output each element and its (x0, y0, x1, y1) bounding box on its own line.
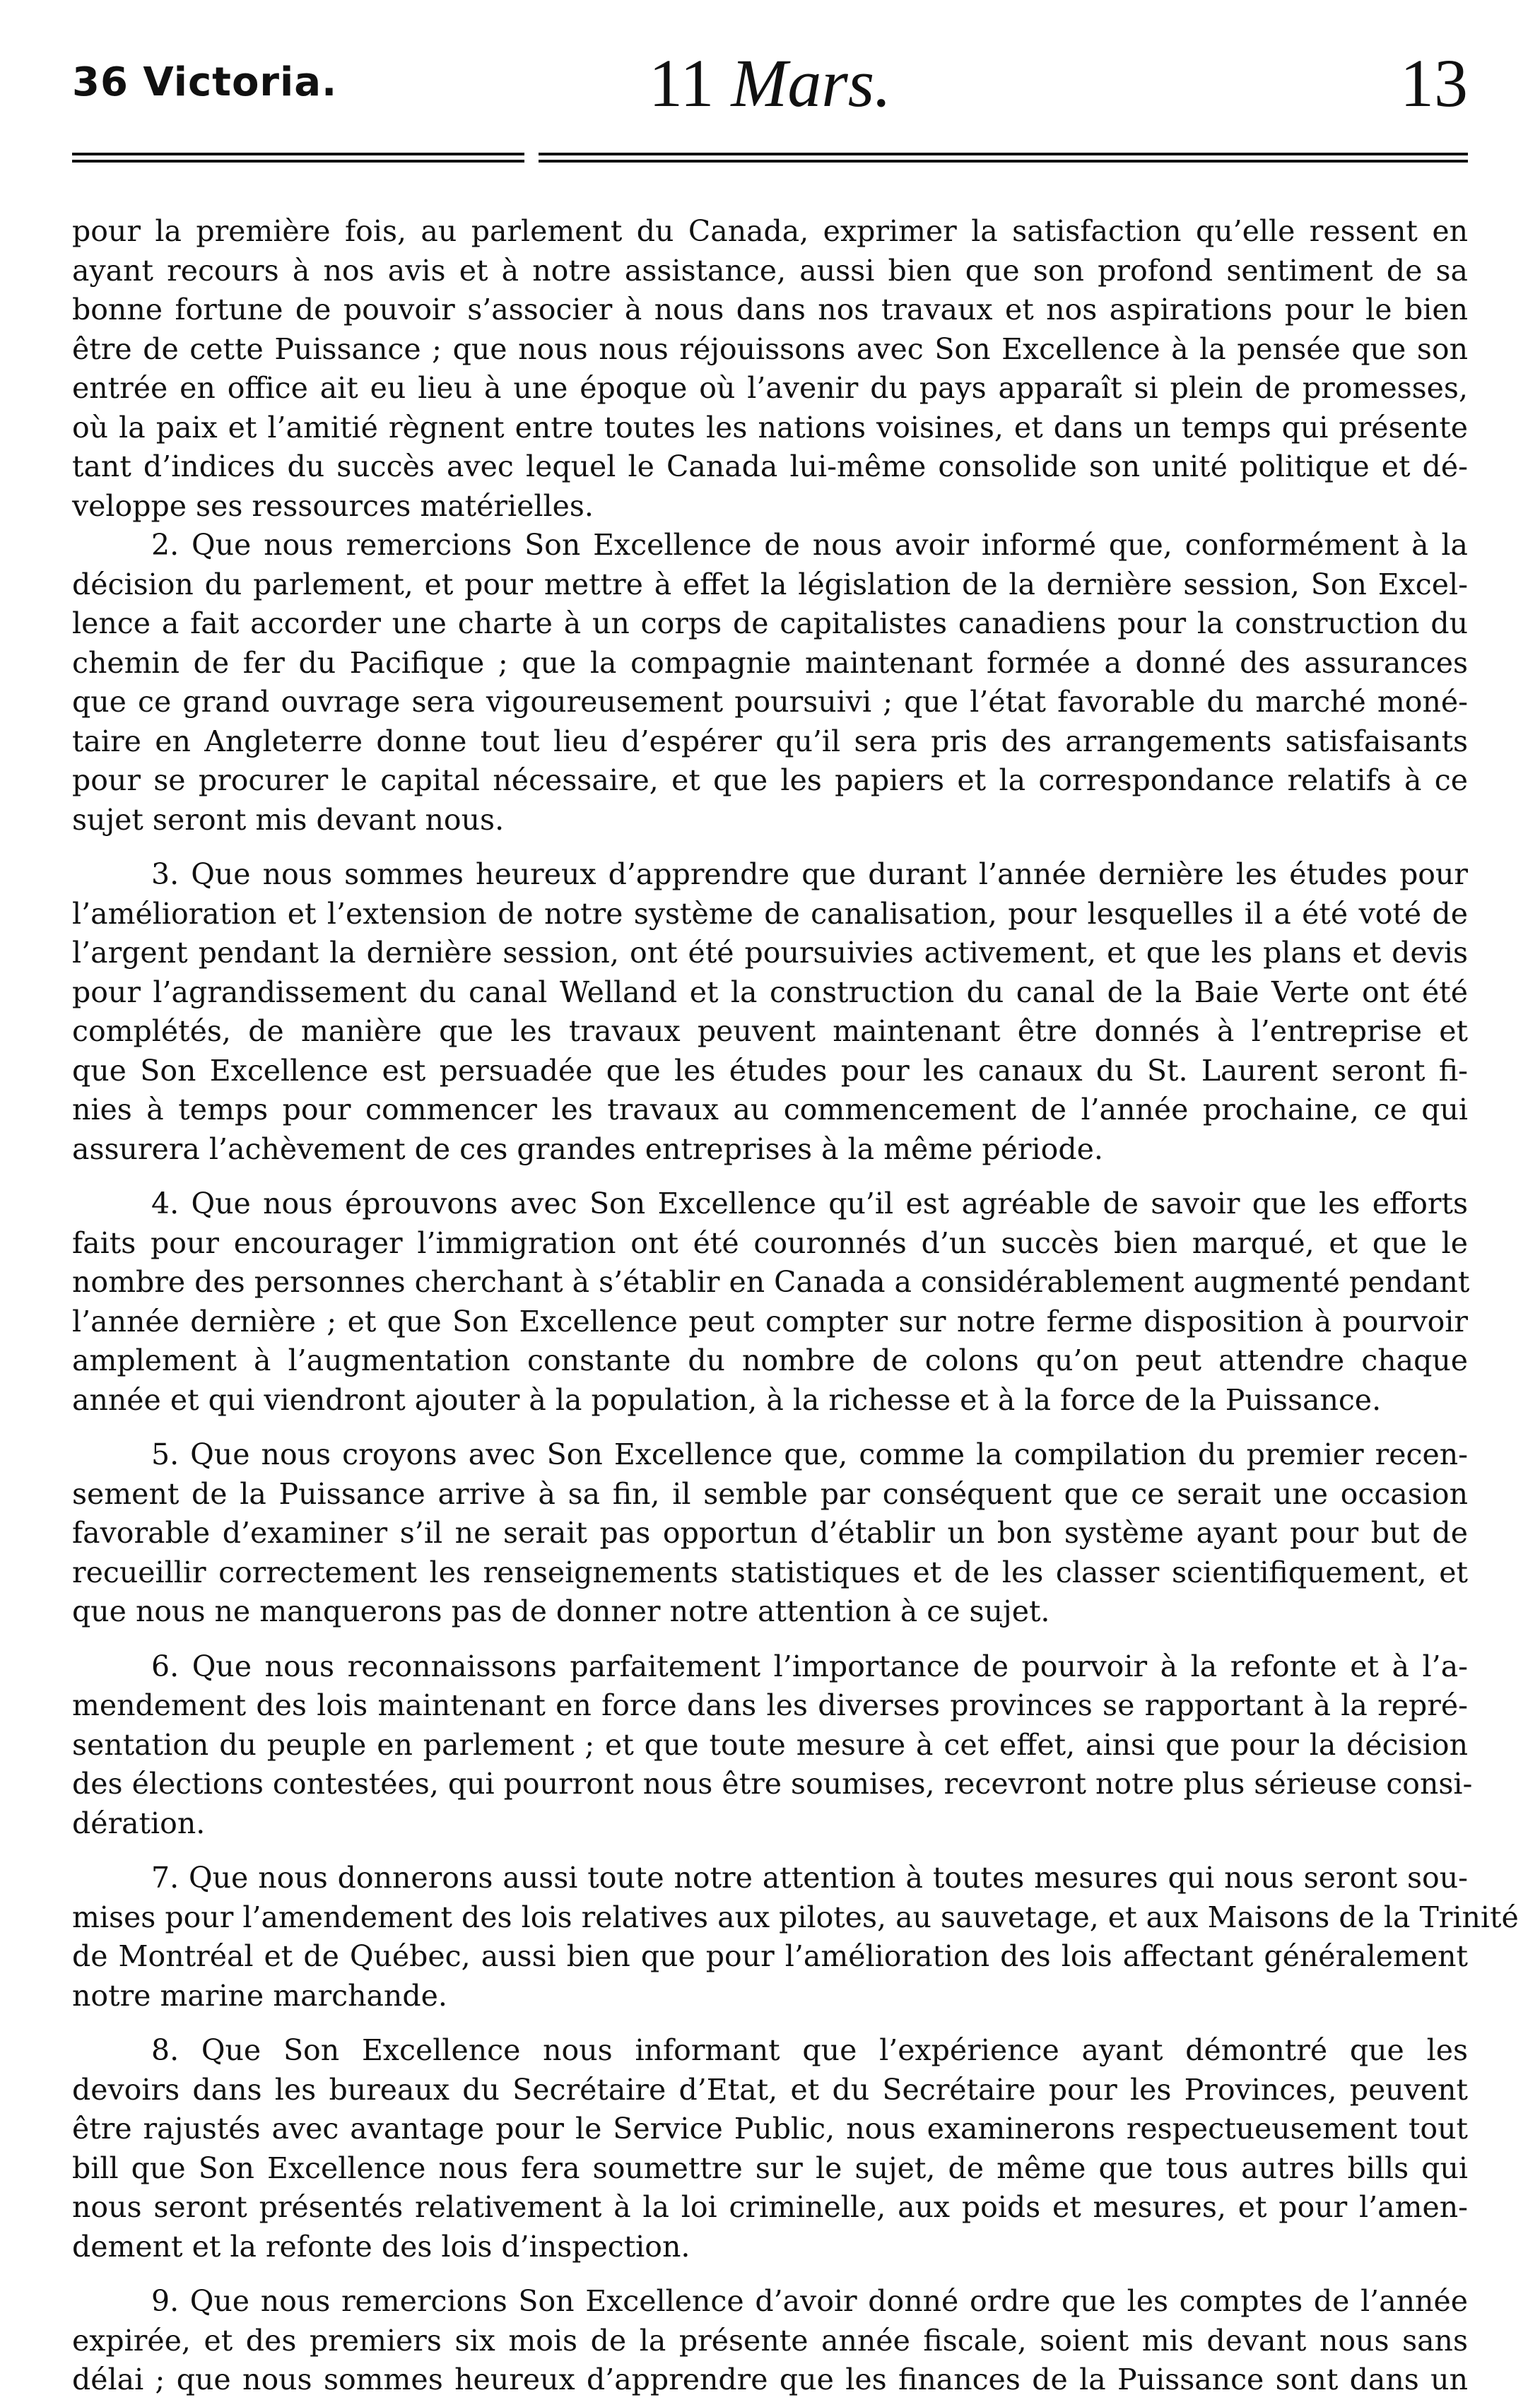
paragraph (72, 2031, 1468, 2266)
text-line: 3. Que nous sommes heureux d’apprendre que durant l’année dernière les études pour (151, 857, 1468, 891)
text-line: l’année dernière ; et que Son Excellence peut compter sur notre ferme disposition à pourvoir (72, 1304, 1468, 1339)
text-line: 2. Que nous remercions Son Excellence de nous avoir informé que, conformément à la (151, 528, 1468, 562)
text-line: tant d’indices du succès avec lequel le Canada lui-même consolide son unité politique et dé- (72, 449, 1468, 483)
paragraph-gap (72, 1843, 1468, 1859)
text-line: pour la première fois, au parlement du Canada, exprimer la satisfaction qu’elle ressent en (72, 214, 1468, 248)
text-line: 6. Que nous reconnaissons parfaitement l’importance de pourvoir à la refonte et à l’a- (151, 1649, 1468, 1683)
paragraph-gap (72, 1420, 1468, 1435)
text-line: dement et la refonte des lois d’inspection. (72, 2229, 690, 2264)
text-line: sement de la Puissance arrive à sa fin, il semble par conséquent que ce serait une occasion (72, 1476, 1468, 1511)
rule-left-top (72, 153, 524, 155)
body-text (72, 212, 1519, 2400)
paragraph-gap (72, 2266, 1468, 2282)
text-line: où la paix et l’amitié règnent entre toutes les nations voisines, et dans un temps qui présente (72, 410, 1468, 445)
text-line: décision du parlement, et pour mettre à effet la législation de la dernière session, Son Excel- (72, 567, 1468, 601)
page-number: 13 (1400, 45, 1468, 121)
text-line: des élections contestées, qui pourront nous être soumises, recevront notre plus sérieuse consi- (72, 1767, 1473, 1801)
text-line: devoirs dans les bureaux du Secrétaire d’Etat, et du Secrétaire pour les Provinces, peuvent (72, 2072, 1468, 2107)
text-line: assurera l’achèvement de ces grandes entreprises à la même période. (72, 1131, 1103, 1166)
header-double-rule (72, 153, 1468, 174)
text-line: favorable d’examiner s’il ne serait pas opportun d’établir un bon système ayant pour but de (72, 1516, 1468, 1550)
paragraph (72, 1435, 1468, 1632)
text-line: bill que Son Excellence nous fera soumettre sur le sujet, de même que tous autres bills qui (72, 2151, 1468, 2185)
running-header (72, 44, 1468, 122)
document-page (72, 0, 1519, 2396)
text-line: ayant recours à nos avis et à notre assistance, aussi bien que son profond sentiment de sa (72, 253, 1468, 288)
text-line: pour l’agrandissement du canal Welland et la construction du canal de la Baie Verte ont été (72, 975, 1468, 1009)
text-line: dération. (72, 1806, 206, 1840)
paragraph (72, 212, 1468, 526)
text-line: délai ; que nous sommes heureux d’apprendre que les finances de la Puissance sont dans un (72, 2363, 1468, 2396)
text-line: sujet seront mis devant nous. (72, 802, 505, 837)
text-line: l’argent pendant la dernière session, ont été poursuivies activement, et que les plans et devis (72, 936, 1468, 970)
paragraph (72, 2282, 1468, 2400)
text-line: lence a fait accorder une charte à un corps de capitalistes canadiens pour la construction du (72, 606, 1468, 640)
text-line: que nous ne manquerons pas de donner notre attention à ce sujet. (72, 1594, 1050, 1628)
text-line: que Son Excellence est persuadée que les études pour les canaux du St. Laurent seront fi- (72, 1053, 1468, 1088)
paragraph (72, 526, 1468, 840)
header-date (72, 44, 1468, 122)
paragraph (72, 1184, 1468, 1420)
paragraph-gap (72, 1169, 1468, 1184)
text-line: 4. Que nous éprouvons avec Son Excellence qu’il est agréable de savoir que les efforts (151, 1187, 1468, 1220)
text-line: pour se procurer le capital nécessaire, et que les papiers et la correspondance relatifs à ce (72, 763, 1468, 797)
rule-right-top (539, 153, 1468, 155)
rule-left-bottom (72, 160, 524, 163)
text-line: recueillir correctement les renseignements statistiques et de les classer scientifiquement, et (72, 1555, 1468, 1589)
text-line: 9. Que nous remercions Son Excellence d’avoir donné ordre que les comptes de l’année (151, 2284, 1468, 2318)
text-line: l’amélioration et l’extension de notre système de canalisation, pour lesquelles il a été voté de (72, 896, 1468, 931)
paragraph-gap (72, 1632, 1468, 1647)
paragraph-gap (72, 840, 1468, 855)
rule-right-bottom (539, 160, 1468, 163)
text-line: mises pour l’amendement des lois relatives aux pilotes, au sauvetage, et aux Maisons de la Trinité (72, 1900, 1519, 1934)
text-line: bonne fortune de pouvoir s’associer à nous dans nos travaux et nos aspirations pour le bien (72, 293, 1468, 327)
text-line: 7. Que nous donnerons aussi toute notre attention à toutes mesures qui nous seront sou- (151, 1861, 1468, 1895)
paragraph (72, 855, 1468, 1169)
text-line: année et qui viendront ajouter à la population, à la richesse et à la force de la Puissance. (72, 1382, 1382, 1417)
text-line: sentation du peuple en parlement ; et que toute mesure à cet effet, ainsi que pour la décision (72, 1727, 1468, 1762)
text-line: mendement des lois maintenant en force dans les diverses provinces se rapportant à la repré- (72, 1688, 1468, 1722)
header-day: 11 (648, 45, 715, 121)
text-line: 5. Que nous croyons avec Son Excellence que, comme la compilation du premier recen- (151, 1437, 1468, 1471)
text-line: être rajustés avec avantage pour le Service Public, nous examinerons respectueusement tout (72, 2112, 1468, 2146)
text-line: nombre des personnes cherchant à s’établir en Canada a considérablement augmenté pendant (72, 1265, 1470, 1299)
paragraph (72, 1647, 1473, 1844)
text-line: expirée, et des premiers six mois de la présente année fiscale, soient mis devant nous sans (72, 2323, 1468, 2358)
paragraph-gap (72, 2016, 1468, 2031)
text-line: entrée en office ait eu lieu à une époque où l’avenir du pays apparaît si plein de promesses, (72, 371, 1468, 405)
text-line: complétés, de manière que les travaux peuvent maintenant être donnés à l’entreprise et (72, 1014, 1468, 1048)
text-line: veloppe ses ressources matérielles. (72, 488, 594, 523)
header-regnal-year: 36 Victoria. (72, 59, 338, 105)
text-line: que ce grand ouvrage sera vigoureusement poursuivi ; que l’état favorable du marché moné- (72, 685, 1468, 719)
paragraph (72, 1859, 1519, 2016)
text-line: amplement à l’augmentation constante du nombre de colons qu’on peut attendre chaque (72, 1343, 1468, 1377)
text-line: nous seront présentés relativement à la loi criminelle, aux poids et mesures, et pour l’amen- (72, 2190, 1468, 2224)
text-line: de Montréal et de Québec, aussi bien que pour l’amélioration des lois affectant généralement (72, 1939, 1468, 1973)
text-line: taire en Angleterre donne tout lieu d’espérer qu’il sera pris des arrangements satisfaisants (72, 724, 1468, 758)
text-line: nies à temps pour commencer les travaux au commencement de l’année prochaine, ce qui (72, 1093, 1468, 1127)
header-month: Mars. (731, 45, 892, 121)
text-line: faits pour encourager l’immigration ont été couronnés d’un succès bien marqué, et que le (72, 1225, 1468, 1260)
text-line: notre marine marchande. (72, 1978, 447, 2013)
text-line: être de cette Puissance ; que nous nous réjouissons avec Son Excellence à la pensée que son (72, 331, 1468, 366)
text-line: chemin de fer du Pacifique ; que la compagnie maintenant formée a donné des assurances (72, 645, 1468, 680)
text-line: 8. Que Son Excellence nous informant que l’expérience ayant démontré que les (151, 2033, 1468, 2067)
